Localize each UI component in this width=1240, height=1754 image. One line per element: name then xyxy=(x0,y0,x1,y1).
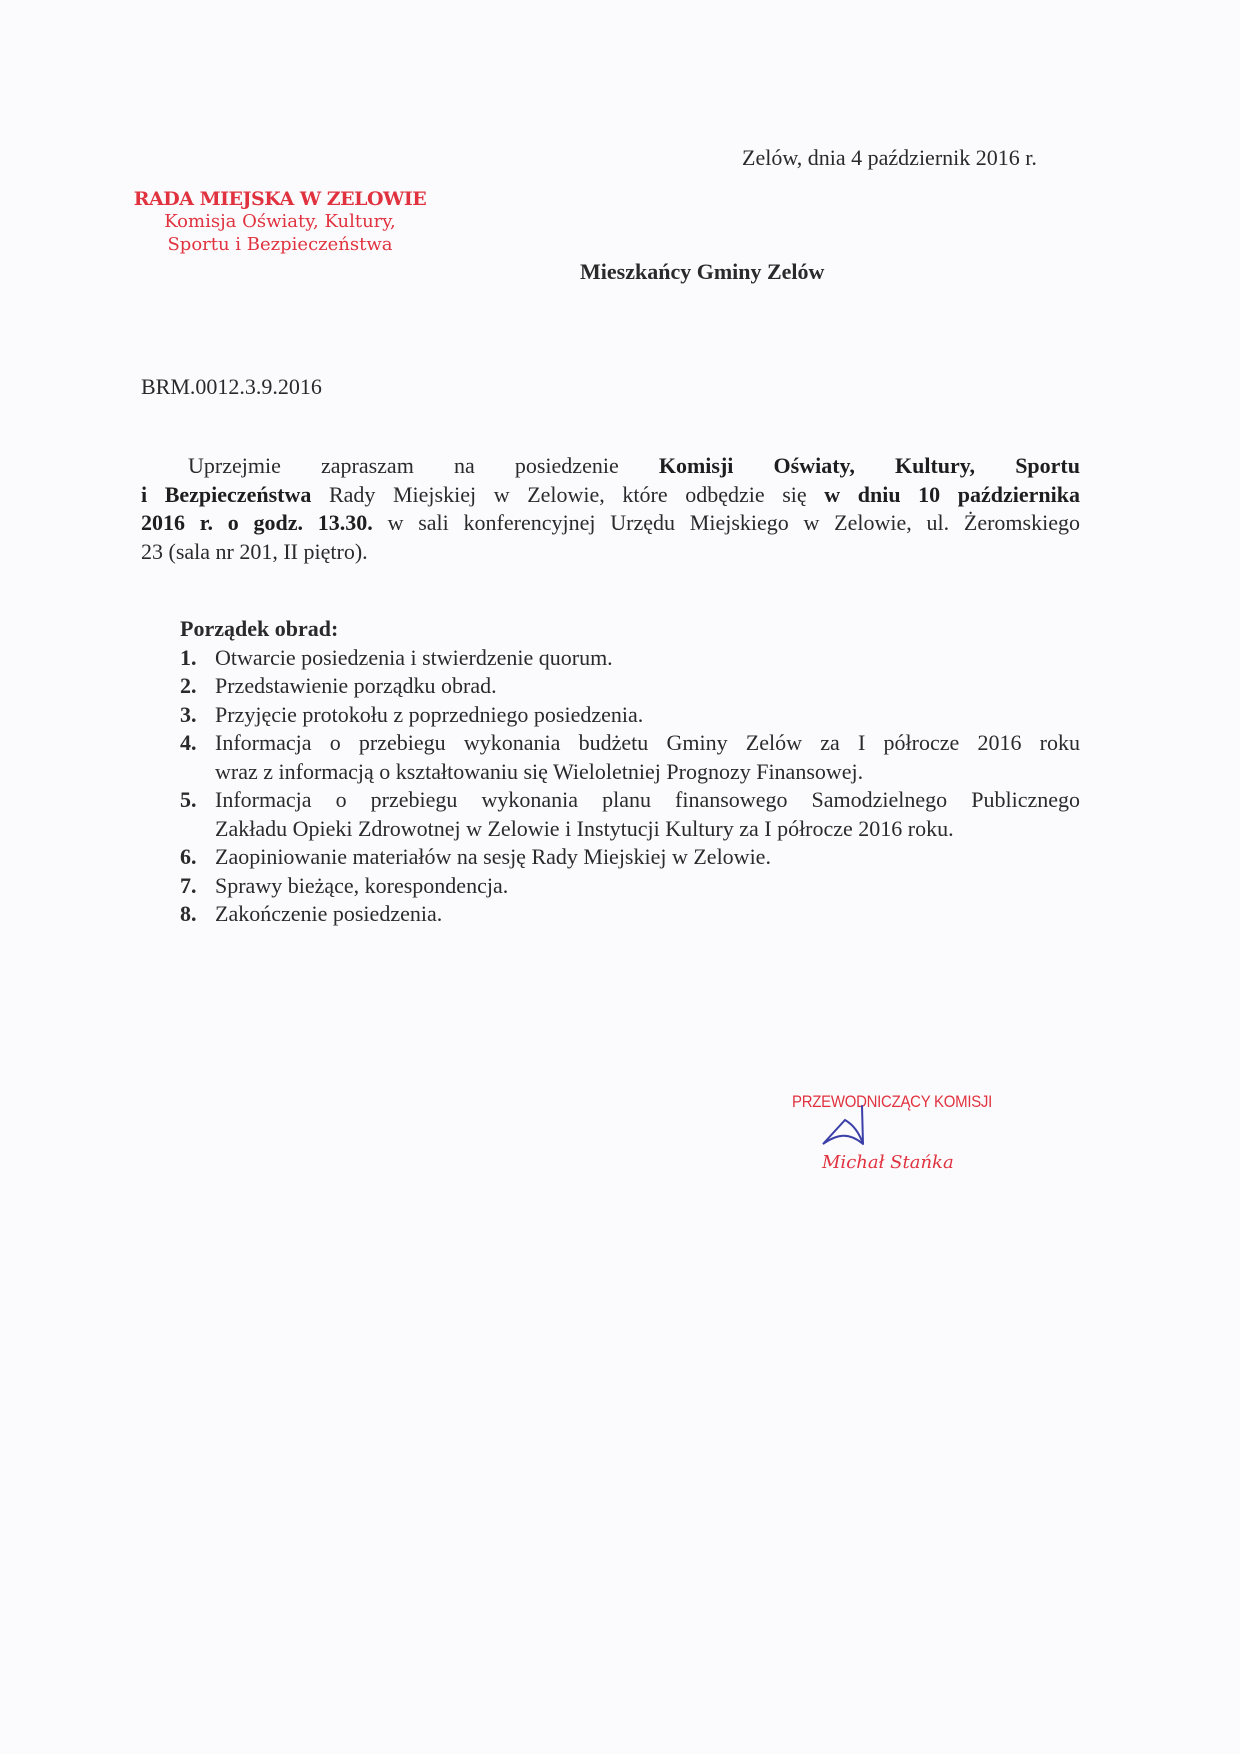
paragraph-line xyxy=(141,481,1080,510)
addressee xyxy=(580,258,824,287)
agenda-item-text xyxy=(215,729,1080,786)
signature-title: PRZEWODNICZĄCY KOMISJI xyxy=(792,1092,993,1111)
agenda-item-number: 3. xyxy=(180,701,197,727)
agenda-item-number: 1. xyxy=(180,644,197,670)
agenda-list xyxy=(180,644,1080,929)
meeting-date-bold: w dniu 10 października xyxy=(824,481,1080,507)
meeting-time-bold: 2016 r. o godz. 13.30. xyxy=(141,510,373,535)
agenda-item-line: Zakończenie posiedzenia. xyxy=(215,901,443,926)
agenda-item-text xyxy=(215,786,1080,843)
stamp-council-name: RADA MIEJSKA W ZELOWIE xyxy=(133,188,427,210)
committee-name-bold: Komisji Oświaty, Kultury, Sportu xyxy=(658,453,1080,478)
invitation-paragraph xyxy=(141,452,1080,566)
paragraph-line xyxy=(141,538,1080,567)
text-run: w sali konferencyjnej Urzędu Miejskiego w Zelowie, ul. Żeromskiego xyxy=(372,510,1080,535)
place-date: Zelów, dnia 4 październik 2016 r. xyxy=(742,145,1037,170)
agenda-heading: Porządek obrad: xyxy=(180,616,339,641)
agenda-item-line: Informacja o przebiegu wykonania planu finansowego Samodzielnego Publicznego xyxy=(215,787,1080,812)
agenda-item-line: Zaopiniowanie materiałów na sesję Rady Miejskiej w Zelowie. xyxy=(215,844,771,869)
text-run: Rady Miejskiej w Zelowie, które odbędzie się xyxy=(311,481,825,507)
agenda-item-line: Otwarcie posiedzenia i stwierdzenie quorum. xyxy=(215,644,613,670)
paragraph-line xyxy=(141,509,1080,538)
agenda-item-line: Zakładu Opieki Zdrowotnej w Zelowie i Instytucji Kultury za I półrocze 2016 roku. xyxy=(215,815,954,841)
agenda-item-number: 4. xyxy=(180,730,197,755)
stamp-committee-name-cont: Sportu i Bezpieczeństwa xyxy=(167,234,393,255)
agenda-item-number: 5. xyxy=(180,787,197,812)
committee-stamp xyxy=(120,188,440,256)
agenda-item xyxy=(180,900,1080,929)
agenda-item xyxy=(180,843,1080,872)
text-run: 23 (sala nr 201, II piętro). xyxy=(141,538,368,564)
agenda-item xyxy=(180,786,1080,843)
stamp-committee-name: Komisja Oświaty, Kultury, xyxy=(164,211,396,232)
agenda-item-number: 6. xyxy=(180,844,197,869)
paragraph-line xyxy=(141,452,1080,481)
agenda-item-line: Przyjęcie protokołu z poprzedniego posiedzenia. xyxy=(215,701,644,727)
signatory-name: Michał Stańka xyxy=(822,1152,954,1173)
agenda-item-number: 2. xyxy=(180,673,197,698)
agenda-item-line: wraz z informacją o kształtowaniu się Wieloletniej Prognozy Finansowej. xyxy=(215,758,864,784)
agenda-item-text xyxy=(215,672,1080,701)
committee-name-bold: i Bezpieczeństwa xyxy=(141,481,312,507)
signature-block xyxy=(792,1092,1032,1182)
agenda-item-line: Informacja o przebiegu wykonania budżetu Gminy Zelów za I półrocze 2016 roku xyxy=(215,730,1080,755)
agenda-item-text xyxy=(215,843,1080,872)
agenda-item xyxy=(180,644,1080,673)
agenda-item-line: Sprawy bieżące, korespondencja. xyxy=(215,872,509,898)
agenda-item-number: 8. xyxy=(180,901,197,926)
agenda-item xyxy=(180,872,1080,901)
agenda-item xyxy=(180,701,1080,730)
agenda xyxy=(180,615,1080,929)
agenda-item xyxy=(180,729,1080,786)
agenda-item-number: 7. xyxy=(180,872,197,898)
agenda-item-text xyxy=(215,701,1080,730)
agenda-item xyxy=(180,672,1080,701)
agenda-item-text xyxy=(215,644,1080,673)
agenda-item-text xyxy=(215,872,1080,901)
addressee-text: Mieszkańcy Gminy Zelów xyxy=(580,259,825,284)
agenda-item-text xyxy=(215,900,1080,929)
text-run: Uprzejmie zapraszam na posiedzenie xyxy=(188,453,659,478)
agenda-item-line: Przedstawienie porządku obrad. xyxy=(215,673,497,698)
reference-number: BRM.0012.3.9.2016 xyxy=(141,374,322,399)
